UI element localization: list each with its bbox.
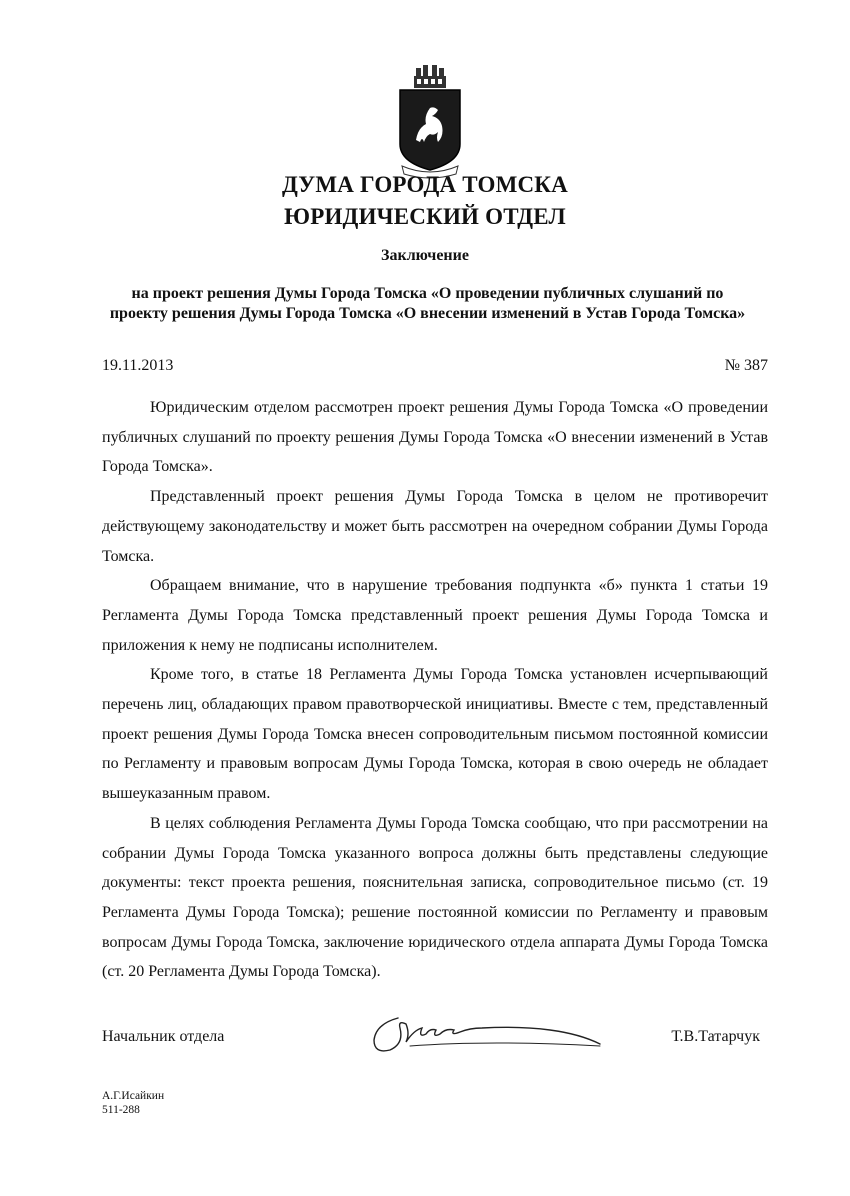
body-paragraph: Представленный проект решения Думы Города Томска в целом не противоречит действующему законодательству и может быть рассмотрен на очередном собрании Думы Города Томска. [102,488,768,565]
body-paragraph: В целях соблюдения Регламента Думы Города Томска сообщаю, что при рассмотрении на собрании Думы Города Томска указанного вопроса должны быть представлены следующие документы: текст проекта решения, пояснительная записка, сопроводительное письмо (ст. 19 Регламента Думы Города Томска); решение постоянной комиссии по Регламенту и правовым вопросам Думы Города Томска, заключение юридического отдела аппарата Думы Города Томска (ст. 20 Регламента Думы Города Томска). [102,814,768,981]
body-paragraph: Юридическим отделом рассмотрен проект решения Думы Города Томска «О проведении публичных слушаний по проекту решения Думы Города Томска «О внесении изменений в Устав Города Томска». [102,399,768,476]
document-subject: на проект решения Думы Города Томска «О проведении публичных слушаний по проекту решения Думы Города Томска «О внесении изменений в Устав Города Томска» [109,285,746,322]
executor-name: А.Г.Исайкин [102,1090,165,1102]
body-paragraph: Обращаем внимание, что в нарушение требования подпункта «б» пункта 1 статьи 19 Регламента Думы Города Томска представленный проект решения Думы Города Томска и приложения к нему не подписаны исполнителем. [102,577,768,654]
document-number: № 387 [724,357,768,374]
organization-name: ДУМА ГОРОДА ТОМСКА [282,172,568,197]
executor-phone: 511-288 [102,1104,140,1116]
document-body [102,393,768,987]
body-paragraph: Кроме того, в статье 18 Регламента Думы Города Томска установлен исчерпывающий перечень лиц, обладающих правом правотворческой инициативы. Вместе с тем, представленный проект решения Думы Города Томска внесен сопроводительным письмом постоянной комиссии по Регламенту и правовым вопросам Думы Города Томска, которая в свою очередь не обладает вышеуказанным правом. [102,666,768,803]
signer-position: Начальник отдела [102,1028,225,1045]
executor-block [102,1089,164,1117]
signer-name: Т.В.Татарчук [671,1028,760,1045]
department-name: ЮРИДИЧЕСКИЙ ОТДЕЛ [284,204,566,229]
city-coat-of-arms-icon [396,62,464,180]
document-title: Заключение [381,247,469,264]
handwritten-signature-icon [370,1010,610,1060]
document-date: 19.11.2013 [102,357,174,374]
